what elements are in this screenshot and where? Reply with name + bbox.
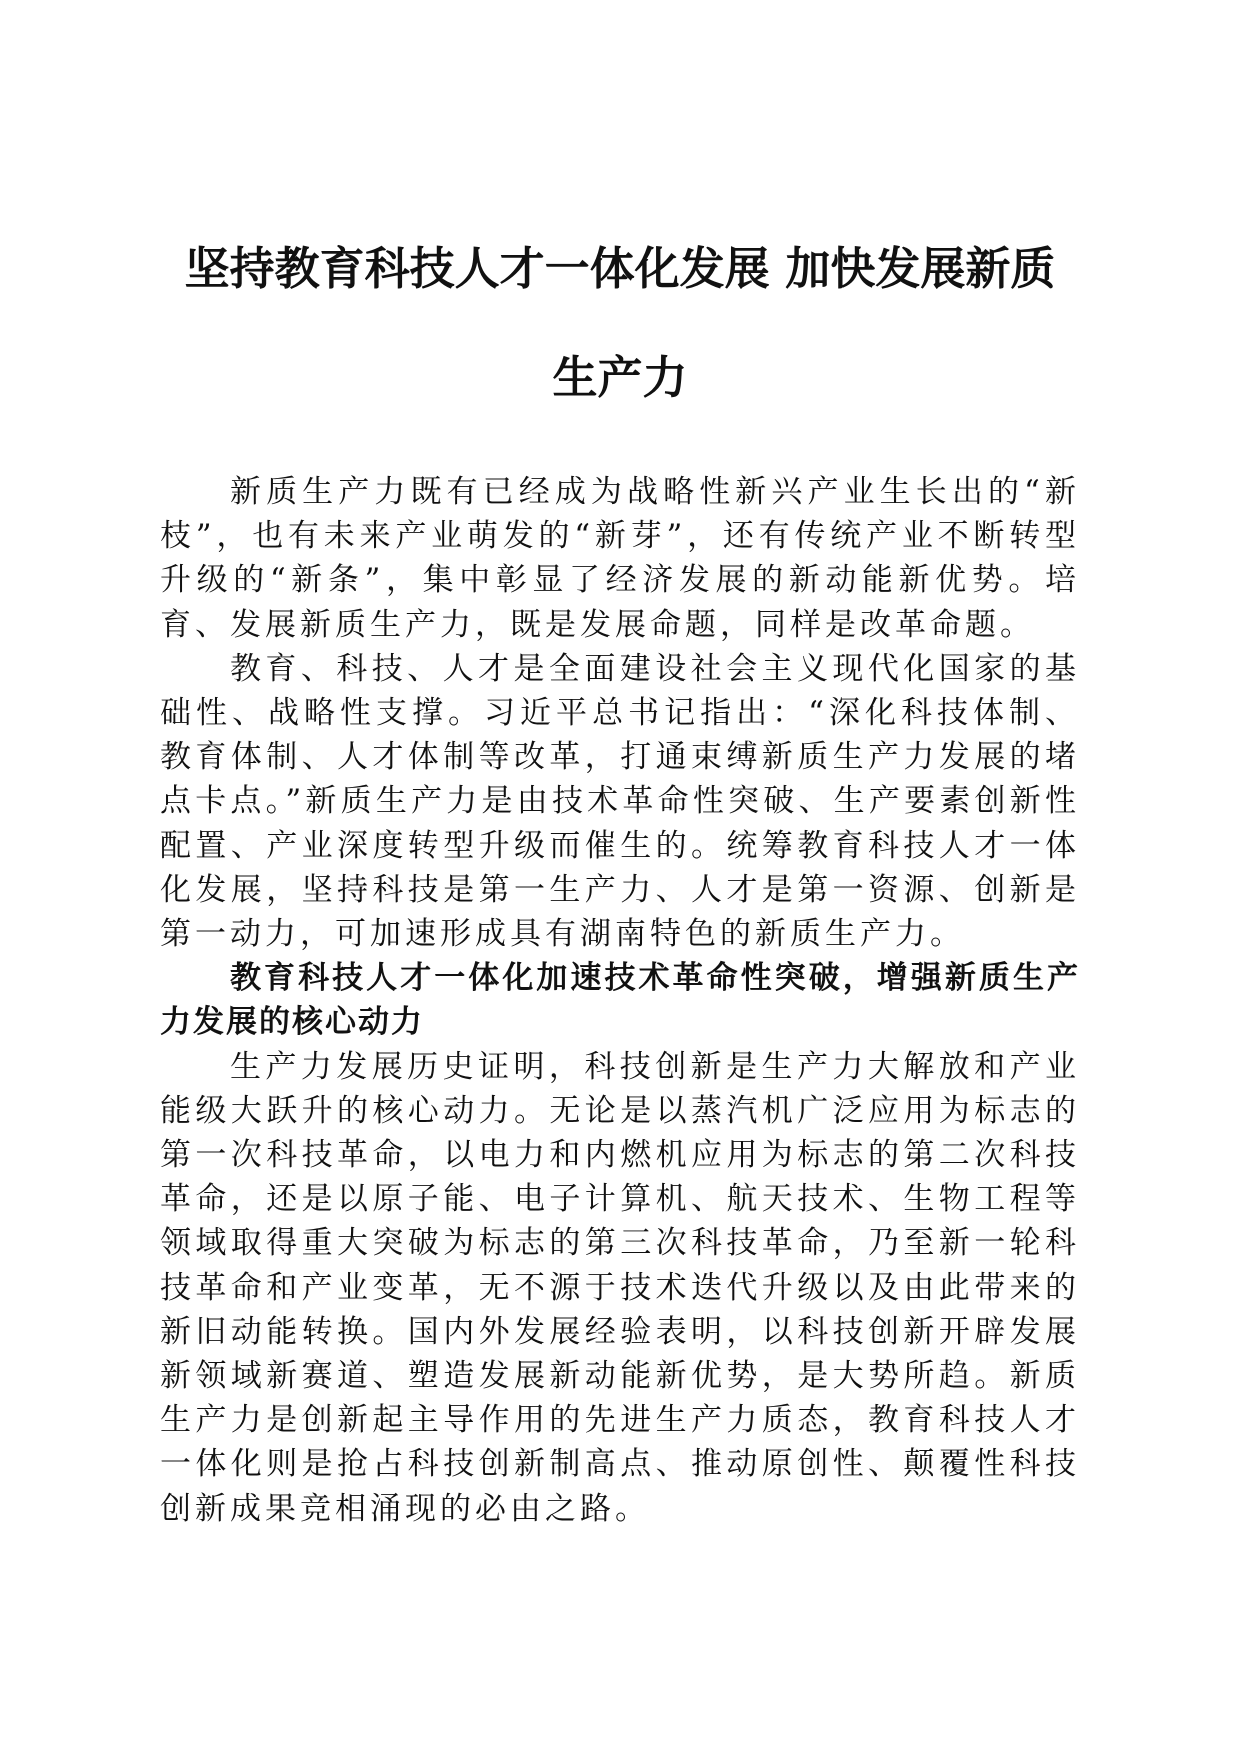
document-title-line-1: 坚持教育科技人才一体化发展 加快发展新质 (184, 242, 1056, 295)
document-title-line-2: 生产力 (552, 351, 688, 404)
document-body (160, 470, 1080, 1531)
paragraph-section: 生产力发展历史证明，科技创新是生产力大解放和产业能级大跃升的核心动力。无论是以蒸汽机广泛应用为标志的第一次科技革命，以电力和内燃机应用为标志的第二次科技革命，还是以原子能、电子计算机、航天技术、生物工程等领域取得重大突破为标志的第三次科技革命，乃至新一轮科技革命和产业变革，无不源于技术迭代升级以及由此带来的新旧动能转换。国内外发展经验表明，以科技创新开辟发展新领域新赛道、塑造发展新动能新优势，是大势所趋。新质生产力是创新起主导作用的先进生产力质态，教育科技人才一体化则是抢占科技创新制高点、推动原创性、颠覆性科技创新成果竞相涌现的必由之路。 (160, 1048, 1080, 1527)
paragraph-support: 教育、科技、人才是全面建设社会主义现代化国家的基础性、战略性支撑。习近平总书记指出：“深化科技体制、教育体制、人才体制等改革，打通束缚新质生产力发展的堵点卡点。”新质生产力是由技术革命性突破、生产要素创新性配置、产业深度转型升级而催生的。统筹教育科技人才一体化发展，坚持科技是第一生产力、人才是第一资源、创新是第一动力，可加速形成具有湖南特色的新质生产力。 (160, 650, 1080, 953)
section-heading: 教育科技人才一体化加速技术革命性突破，增强新质生产力发展的核心动力 (160, 960, 1080, 1041)
paragraph-intro: 新质生产力既有已经成为战略性新兴产业生长出的“新枝”，也有未来产业萌发的“新芽”，还有传统产业不断转型升级的“新条”，集中彰显了经济发展的新动能新优势。培育、发展新质生产力，既是发展命题，同样是改革命题。 (160, 474, 1080, 643)
